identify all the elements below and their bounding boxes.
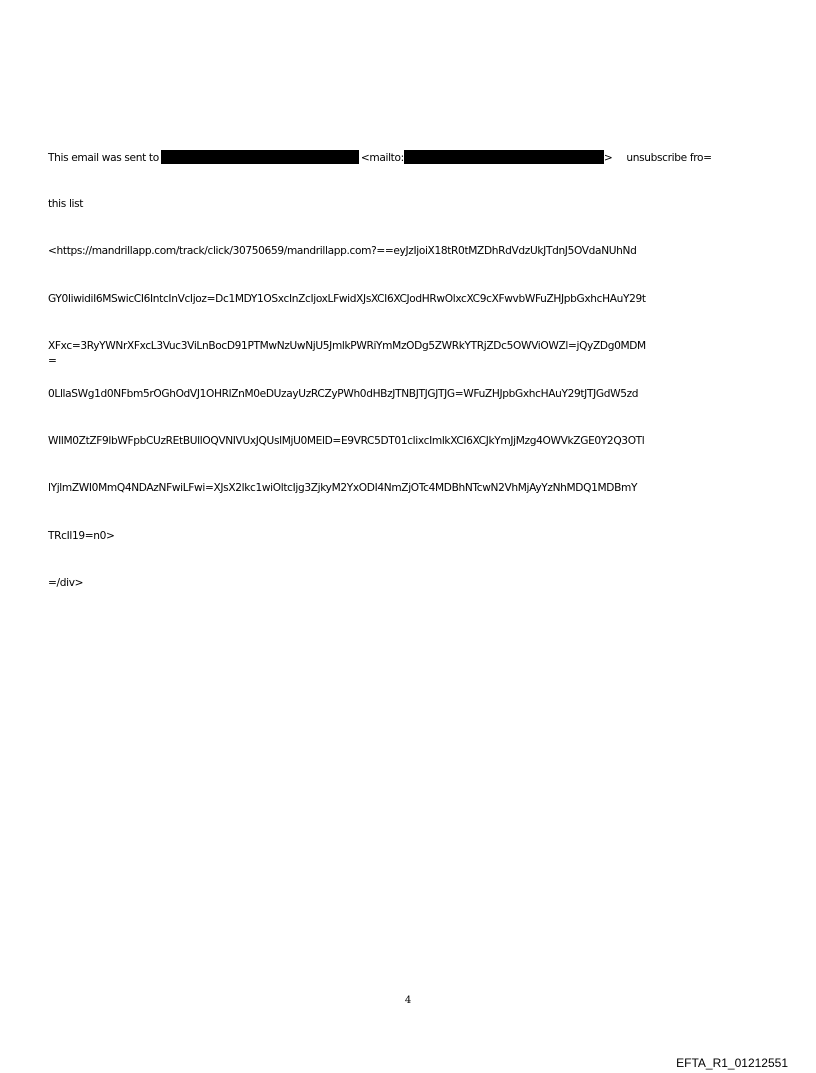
unsubscribe-url-line-4: 0LllaSWg1d0NFbm5rOGhOdVJ1OHRlZnM0eDUzayUzRCZyPWh0dHBzJTNBJTJGJTJG=WFuZHJpbGxhcHAuY29tJTJGdW5zd [48, 387, 639, 400]
unsubscribe-text: unsubscribe fro= [626, 151, 712, 164]
unsubscribe-url-line-2: GY0IiwidiI6MSwicCI6IntcInVcIjoz=Dc1MDY1OSxcInZcIjoxLFwidXJsXCI6XCJodHRwOlxcXC9cXFwvbWFuZHJpbGxhcHAuY29t [48, 292, 646, 305]
div-close-line: =/div> [48, 577, 84, 590]
bates-number: EFTA_R1_01212551 [676, 1056, 788, 1070]
redaction-box-mailto [404, 150, 604, 164]
email-body [48, 118, 778, 608]
sent-to-line [48, 150, 778, 166]
sent-to-label: This email was sent to [48, 151, 159, 164]
unsubscribe-url-line-3: XFxc=3RyYWNrXFxcL3Vuc3ViLnBocD91PTMwNzUwNjU5JmlkPWRiYmMzODg5ZWRkYTRjZDc5OWViOWZl=jQyZDg0MDM [48, 340, 646, 353]
unsubscribe-url-line-5: WIlM0ZtZF9lbWFpbCUzREtBUllOQVNIVUxJQUslMjU0MElD=E9VRC5DT01clixcImlkXCI6XCJkYmJjMzg4OWVkZGE0Y2Q3OTl [48, 434, 645, 447]
mailto-close: > [603, 151, 613, 164]
unsubscribe-url-line-1: <https://mandrillapp.com/track/click/30750659/mandrillapp.com?==eyJzIjoiX18tR0tMZDhRdVdzUkJTdnJ5OVdaNUhNd [48, 245, 637, 258]
unsubscribe-url-line-6: lYjlmZWI0MmQ4NDAzNFwiLFwi=XJsX2lkc1wiOltcIjg3ZjkyM2YxODI4NmZjOTc4MDBhNTcwN2VhMjAyYzNhMDQ1MDBmY [48, 482, 638, 495]
mailto-label: <mailto: [360, 151, 404, 164]
redaction-box-recipient [161, 150, 359, 164]
trailing-equals: = [48, 355, 57, 367]
page-number: 4 [404, 995, 412, 1006]
list-line: this list [48, 197, 84, 210]
unsubscribe-url-line-7: TRcIl19=n0> [48, 529, 115, 542]
